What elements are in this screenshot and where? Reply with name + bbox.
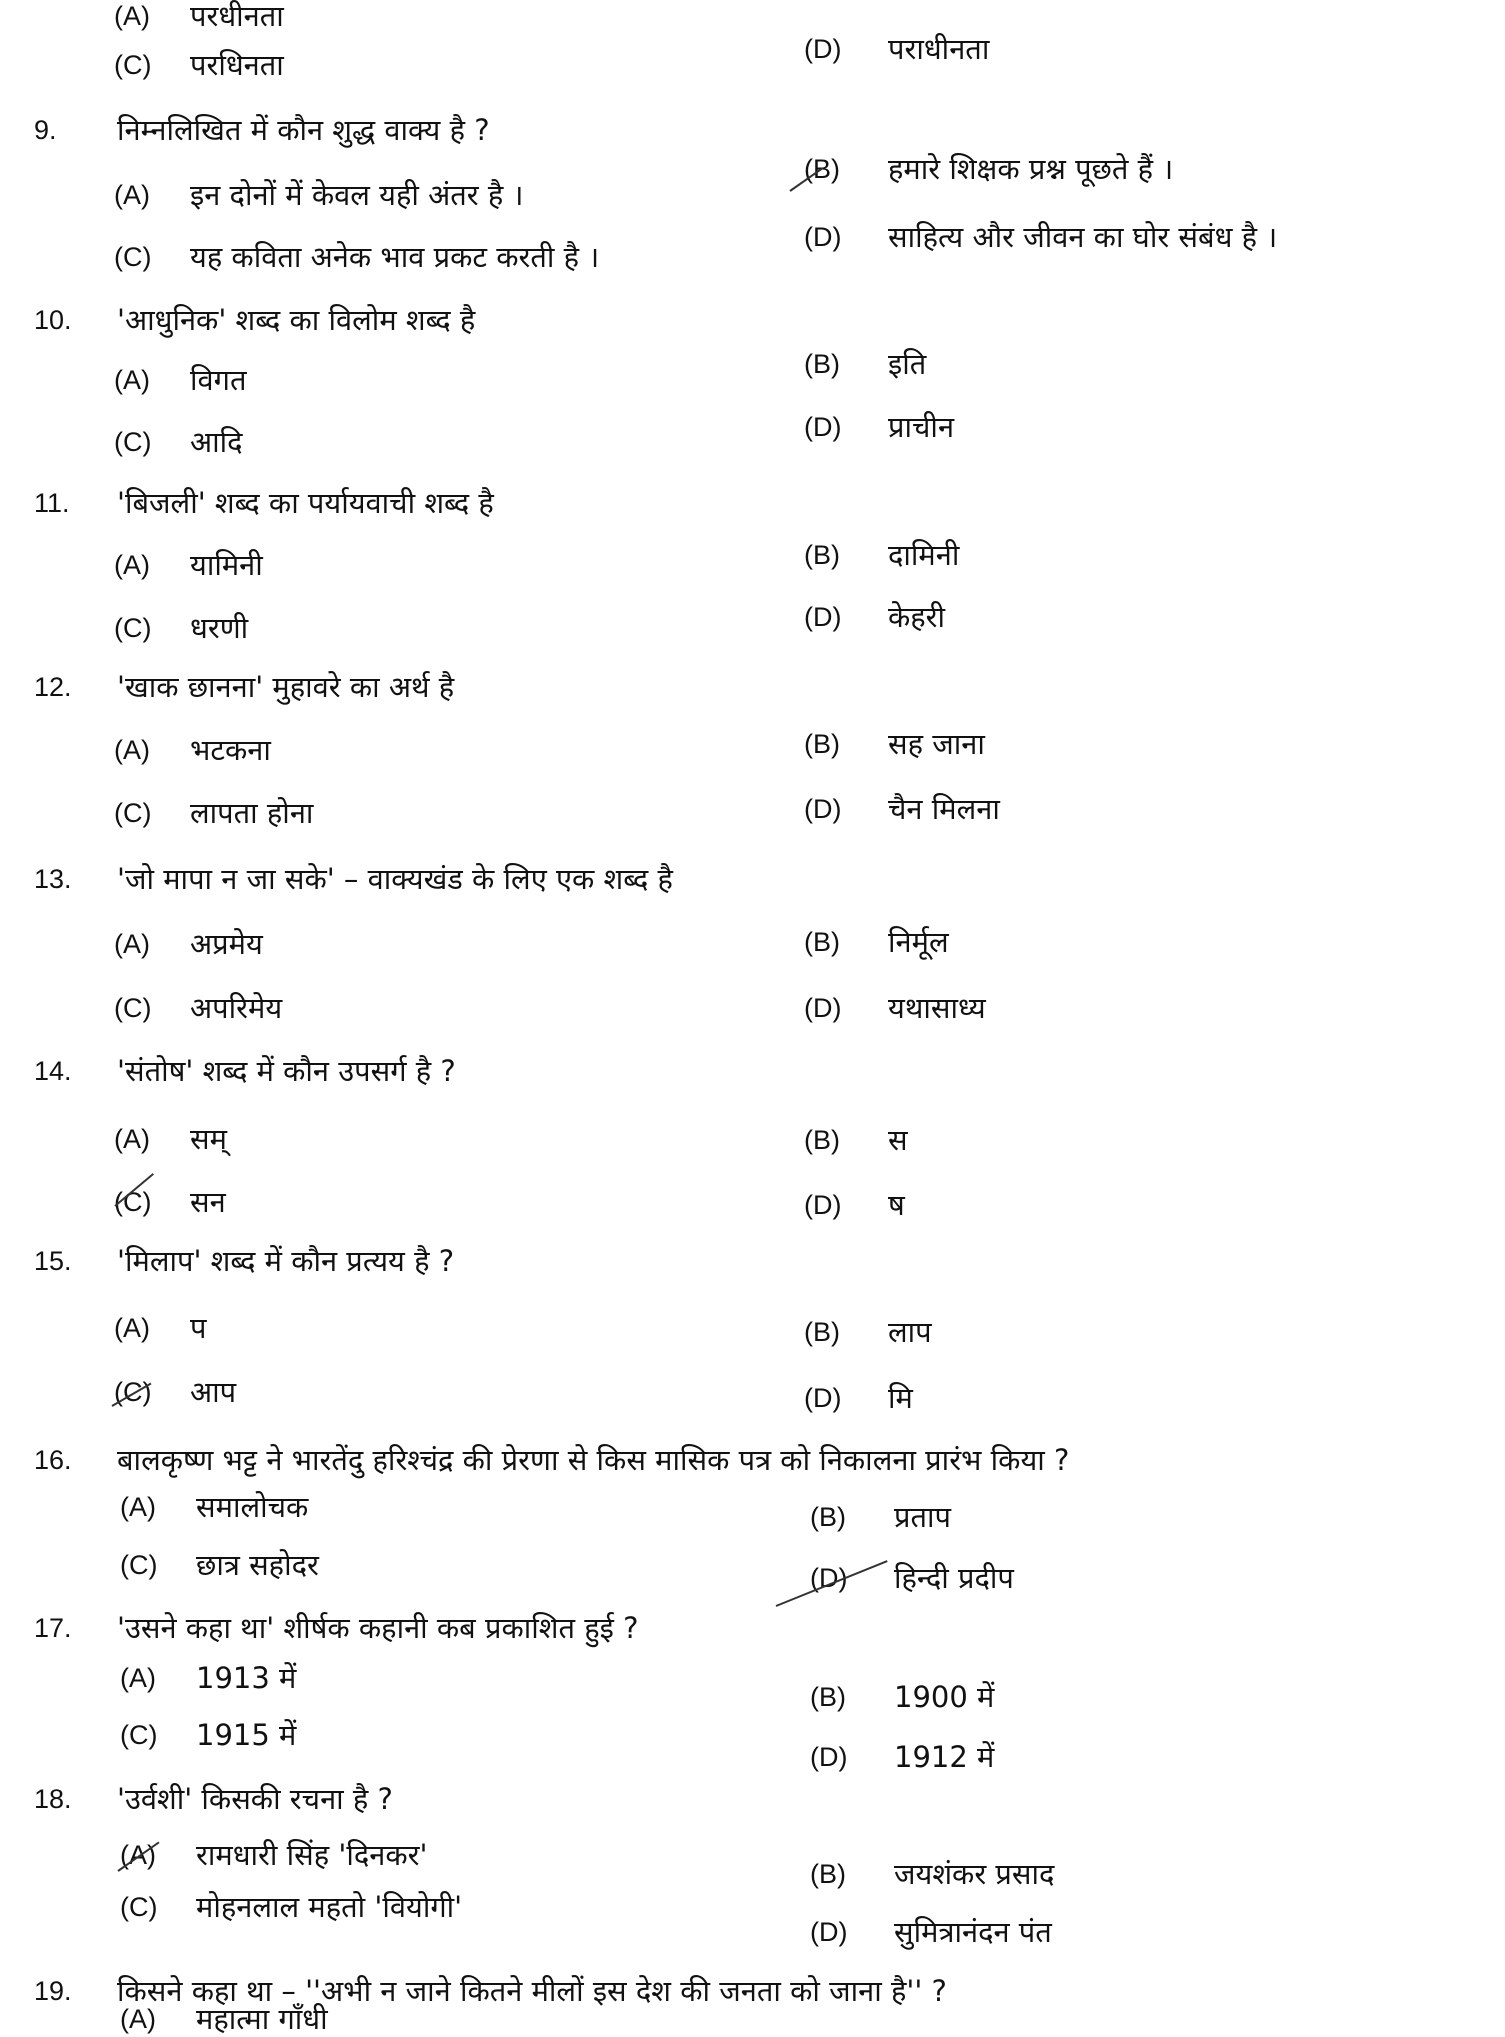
option-letter: (B) — [810, 1682, 846, 1712]
option-letter: (C) — [114, 427, 152, 457]
option-letter: (D) — [804, 602, 842, 632]
question-number: 11. — [34, 488, 70, 518]
option-text: 1900 में — [894, 1680, 995, 1714]
option-text: यथासाध्य — [888, 991, 986, 1025]
option-letter: (C) — [120, 1720, 158, 1750]
option-text: जयशंकर प्रसाद — [894, 1857, 1055, 1891]
option-text: चैन मिलना — [888, 792, 1000, 826]
option-text: साहित्य और जीवन का घोर संबंध है । — [888, 220, 1278, 254]
option-text: मोहनलाल महतो 'वियोगी' — [196, 1890, 463, 1924]
option-text: आदि — [190, 425, 243, 459]
option-letter: (D) — [804, 412, 842, 442]
option-letter: (B) — [810, 1502, 846, 1532]
option-text: मि — [888, 1381, 913, 1415]
question-number: 16. — [34, 1445, 72, 1475]
question-text: बालकृष्ण भट्ट ने भारतेंदु हरिश्चंद्र की प्रेरणा से किस मासिक पत्र को निकालना प्रारंभ किया ? — [117, 1443, 1070, 1477]
option-text: समालोचक — [196, 1490, 309, 1524]
option-text: 1915 में — [196, 1718, 297, 1752]
option-letter: (D) — [804, 1190, 842, 1220]
question-text: 'खाक छानना' मुहावरे का अर्थ है — [117, 670, 455, 704]
option-text: यह कविता अनेक भाव प्रकट करती है । — [190, 240, 600, 274]
question-number: 12. — [34, 672, 72, 702]
question-number: 13. — [34, 864, 72, 894]
option-text: प — [190, 1311, 207, 1345]
option-text: 1912 में — [894, 1740, 995, 1774]
option-letter: (B) — [804, 1125, 840, 1155]
option-text: पराधीनता — [888, 32, 990, 66]
option-text: स — [888, 1123, 908, 1157]
option-letter: (A) — [114, 735, 150, 765]
question-text: किसने कहा था – ''अभी न जाने कितने मीलों इस देश की जनता को जाना है'' ? — [117, 1974, 947, 2008]
option-text: परधिनता — [190, 48, 284, 82]
option-text: अप्रमेय — [190, 927, 263, 961]
option-letter: (C) — [120, 1892, 158, 1922]
option-letter: (D) — [804, 1383, 842, 1413]
option-letter: (C) — [114, 242, 152, 272]
question-number: 18. — [34, 1784, 72, 1814]
option-letter: (B) — [804, 349, 840, 379]
question-text: निम्नलिखित में कौन शुद्ध वाक्य है ? — [117, 113, 490, 147]
option-letter: (C) — [114, 613, 152, 643]
question-number: 19. — [34, 1976, 72, 2006]
option-text: लाप — [888, 1315, 932, 1349]
option-letter: (A) — [114, 550, 150, 580]
question-text: 'बिजली' शब्द का पर्यायवाची शब्द है — [117, 486, 494, 520]
option-text: छात्र सहोदर — [196, 1548, 319, 1582]
option-text: आप — [190, 1375, 237, 1409]
option-letter: (B) — [804, 1317, 840, 1347]
option-text: इन दोनों में केवल यही अंतर है । — [190, 178, 524, 212]
option-letter: (A) — [120, 1663, 156, 1693]
option-text: हिन्दी प्रदीप — [894, 1561, 1014, 1595]
option-letter: (B) — [804, 540, 840, 570]
option-text: ष — [888, 1188, 905, 1222]
option-text: लापता होना — [190, 796, 314, 830]
option-letter: (C) — [114, 993, 152, 1023]
option-text: इति — [888, 347, 927, 381]
question-text: 'मिलाप' शब्द में कौन प्रत्यय है ? — [117, 1244, 455, 1278]
option-text: धरणी — [190, 611, 249, 645]
question-text: 'संतोष' शब्द में कौन उपसर्ग है ? — [117, 1054, 456, 1088]
option-letter: (D) — [804, 794, 842, 824]
option-text: प्रताप — [894, 1500, 952, 1534]
question-text: 'उसने कहा था' शीर्षक कहानी कब प्रकाशित हुई ? — [117, 1611, 639, 1645]
question-number: 14. — [34, 1056, 72, 1086]
option-letter: (C) — [114, 50, 152, 80]
option-letter: (D) — [810, 1563, 848, 1593]
option-text: 1913 में — [196, 1661, 297, 1695]
option-text: केहरी — [888, 600, 946, 634]
option-text: प्राचीन — [888, 410, 955, 444]
option-letter: (B) — [810, 1859, 846, 1889]
option-text: सुमित्रानंदन पंत — [894, 1915, 1052, 1949]
option-letter: (C) — [114, 798, 152, 828]
option-letter: (A) — [114, 365, 150, 395]
option-letter: (A) — [114, 1313, 150, 1343]
question-number: 17. — [34, 1613, 72, 1643]
question-text: 'आधुनिक' शब्द का विलोम शब्द है — [117, 303, 476, 337]
option-letter: (B) — [804, 154, 840, 184]
question-number: 15. — [34, 1246, 72, 1276]
question-text: 'जो मापा न जा सके' – वाक्यखंड के लिए एक शब्द है — [117, 862, 673, 896]
option-text: रामधारी सिंह 'दिनकर' — [196, 1838, 428, 1872]
option-text: यामिनी — [190, 548, 263, 582]
option-letter: (C) — [114, 1377, 152, 1407]
question-number: 10. — [34, 305, 72, 335]
option-letter: (B) — [804, 927, 840, 957]
option-text: अपरिमेय — [190, 991, 283, 1025]
option-letter: (D) — [810, 1917, 848, 1947]
option-letter: (C) — [114, 1187, 152, 1217]
option-text: भटकना — [190, 733, 271, 767]
option-text: सन — [190, 1185, 226, 1219]
option-text: सह जाना — [888, 727, 985, 761]
option-letter: (A) — [120, 2004, 156, 2034]
option-letter: (A) — [114, 1, 150, 31]
option-letter: (A) — [114, 929, 150, 959]
question-number: 9. — [34, 115, 57, 145]
option-text: सम् — [190, 1122, 227, 1156]
option-letter: (A) — [114, 180, 150, 210]
option-letter: (C) — [120, 1550, 158, 1580]
option-letter: (D) — [804, 993, 842, 1023]
option-text: विगत — [190, 363, 247, 397]
option-text: दामिनी — [888, 538, 960, 572]
option-letter: (B) — [804, 729, 840, 759]
option-letter: (A) — [120, 1840, 156, 1870]
option-letter: (A) — [114, 1124, 150, 1154]
question-text: 'उर्वशी' किसकी रचना है ? — [117, 1782, 393, 1816]
option-letter: (A) — [120, 1492, 156, 1522]
option-text: महात्मा गाँधी — [196, 2002, 328, 2036]
option-letter: (D) — [804, 222, 842, 252]
option-letter: (D) — [804, 34, 842, 64]
option-text: निर्मूल — [888, 925, 949, 959]
option-letter: (D) — [810, 1742, 848, 1772]
option-text: हमारे शिक्षक प्रश्न पूछते हैं । — [888, 152, 1174, 186]
option-text: परधीनता — [190, 0, 284, 33]
